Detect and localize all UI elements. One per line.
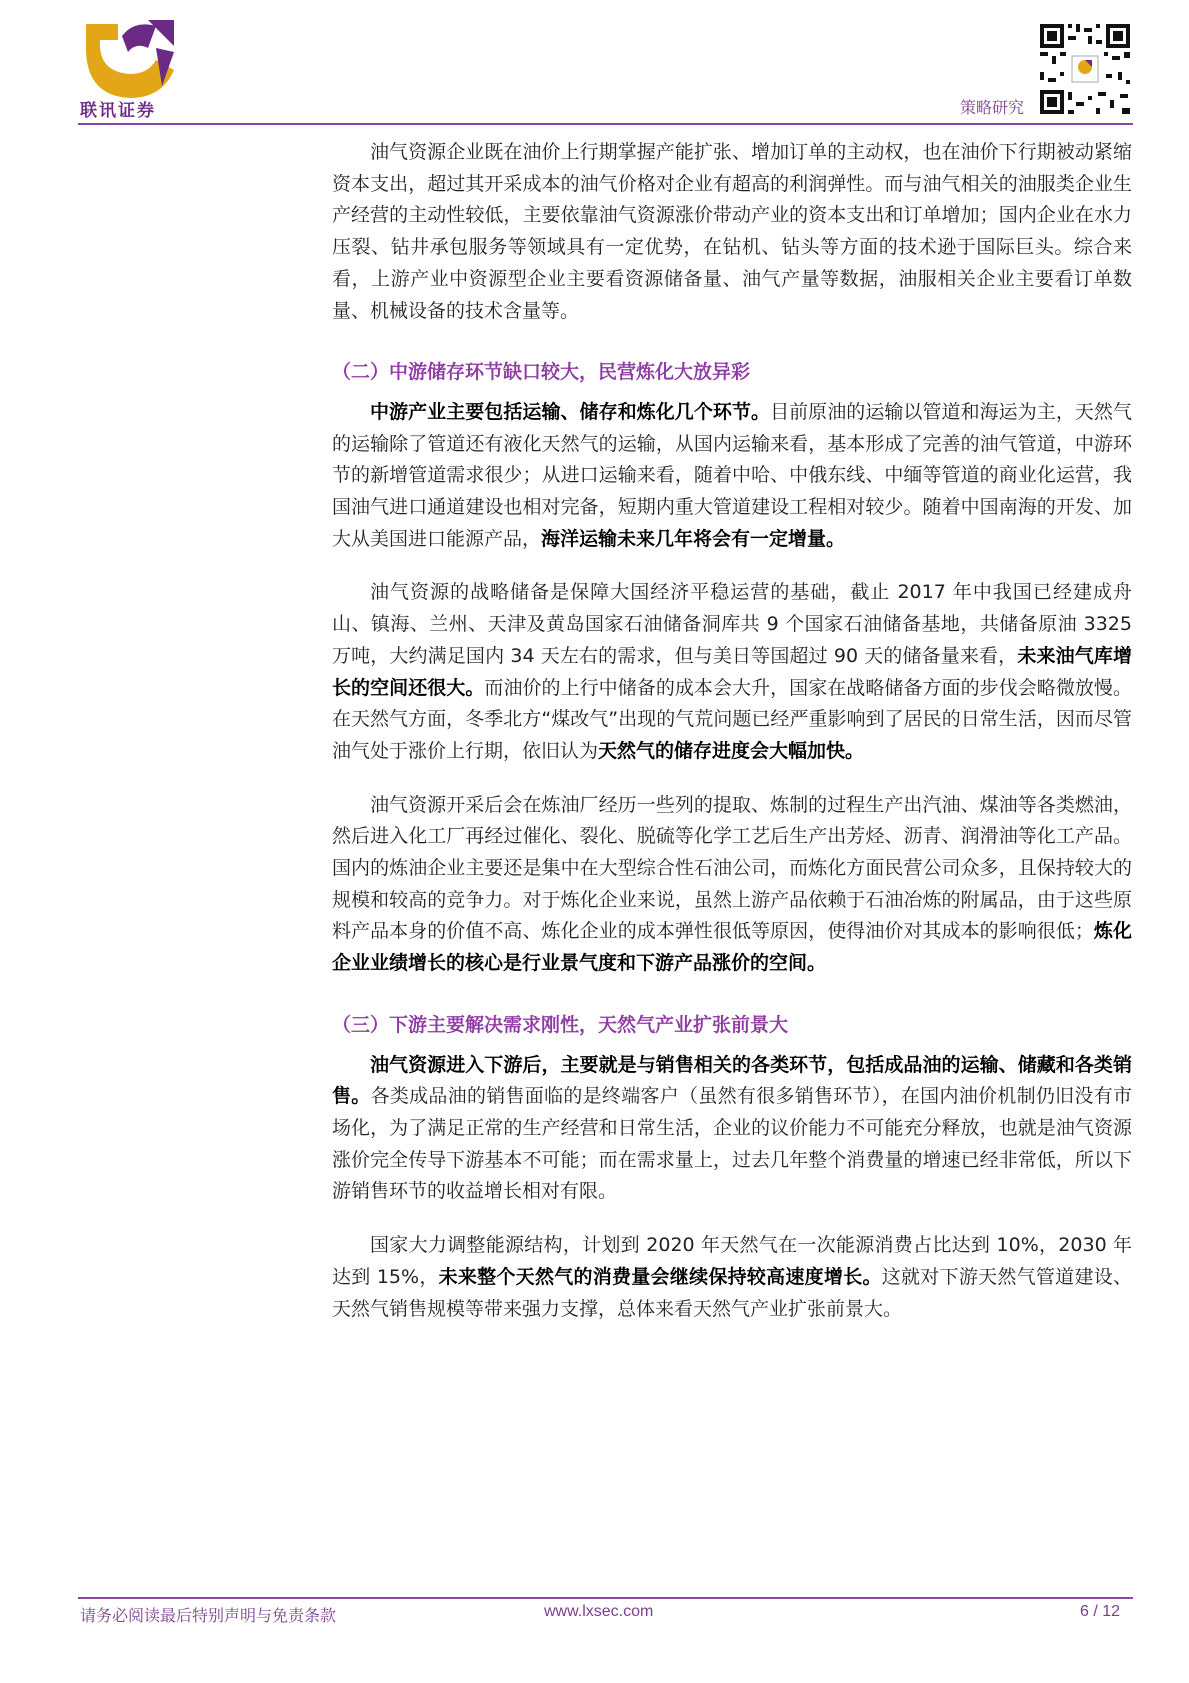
header-divider <box>78 123 1133 125</box>
section-heading-midstream: （二）中游储存环节缺口较大，民营炼化大放异彩 <box>332 361 751 384</box>
footer-divider <box>78 1597 1133 1599</box>
brand-name: 联讯证券 <box>80 101 156 121</box>
footer-website-link[interactable]: www.lxsec.com <box>544 1603 654 1620</box>
qr-code-icon <box>1038 22 1132 116</box>
section-heading-downstream: （三）下游主要解决需求刚性，天然气产业扩张前景大 <box>332 1013 789 1036</box>
footer-disclaimer: 请务必阅读最后特别声明与免责条款 <box>80 1606 337 1625</box>
page-number: 6 / 12 <box>1080 1603 1121 1620</box>
report-body <box>332 137 1132 1325</box>
paragraph-strategic-reserve: 油气资源的战略储备是保障大国经济平稳运营的基础，截止 2017 年中我国已经建成舟山、镇海、兰州、天津及黄岛国家石油储备洞库共 9 个国家石油储备基地，共储备原油 3325 万吨，大约满足国内 34 天左右的需求，但与美日等国超过 90 天的储备量来看，未来油气库增长的空间还很大。而油价的上行中储备的成本会大升，国家在战略储备方面的步伐会略微放慢。在天然气方面，冬季北方“煤改气”出现的气荒问题已经严重影响到了居民的日常生活，因而尽管油气处于涨价上行期，依旧认为天然气的储存进度会大幅加快。 <box>332 581 1132 762</box>
paragraph-upstream-summary: 油气资源企业既在油价上行期掌握产能扩张、增加订单的主动权，也在油价下行期被动紧缩资本支出，超过其开采成本的油气价格对企业有超高的利润弹性。而与油气相关的油服类企业生产经营的主动性较低，主要依靠油气资源涨价带动产业的资本支出和订单增加；国内企业在水力压裂、钻井承包服务等领域具有一定优势，在钻机、钻头等方面的技术逊于国际巨头。综合来看，上游产业中资源型企业主要看资源储备量、油气产量等数据，油服相关企业主要看订单数量、机械设备的技术含量等。 <box>332 141 1132 322</box>
paragraph-natural-gas-outlook: 国家大力调整能源结构，计划到 2020 年天然气在一次能源消费占比达到 10%，2030 年达到 15%，未来整个天然气的消费量会继续保持较高速度增长。这就对下游天然气管道建设、天然气销售规模等带来强力支撑，总体来看天然气产业扩张前景大。 <box>332 1234 1132 1320</box>
paragraph-refining: 油气资源开采后会在炼油厂经历一些列的提取、炼制的过程生产出汽油、煤油等各类燃油，然后进入化工厂再经过催化、裂化、脱硫等化学工艺后生产出芳烃、沥青、润滑油等化工产品。国内的炼油企业主要还是集中在大型综合性石油公司，而炼化方面民营公司众多，且保持较大的规模和较高的竞争力。对于炼化企业来说，虽然上游产品依赖于石油冶炼的附属品，由于这些原料产品本身的价值不高、炼化企业的成本弹性很低等原因，使得油价对其成本的影响很低；炼化企业业绩增长的核心是行业景气度和下游产品涨价的空间。 <box>332 793 1132 975</box>
paragraph-midstream-transport: 中游产业主要包括运输、储存和炼化几个环节。目前原油的运输以管道和海运为主，天然气的运输除了管道还有液化天然气的运输，从国内运输来看，基本形成了完善的油气管道，中游环节的新增管道需求很少；从进口运输来看，随着中哈、中俄东线、中缅等管道的商业化运营，我国油气进口通道建设也相对完备，短期内重大管道建设工程相对较少。随着中国南海的开发、加大从美国进口能源产品，海洋运输未来几年将会有一定增量。 <box>332 400 1132 550</box>
section-tag: 策略研究 <box>960 98 1025 117</box>
paragraph-downstream-sales: 油气资源进入下游后，主要就是与销售相关的各类环节，包括成品油的运输、储藏和各类销售。各类成品油的销售面临的是终端客户（虽然有很多销售环节），在国内油价机制仍旧没有市场化，为了满足正常的生产经营和日常生活，企业的议价能力不可能充分释放，也就是油气资源涨价完全传导下游基本不可能；而在需求量上，过去几年整个消费量的增速已经非常低，所以下游销售环节的收益增长相对有限。 <box>332 1053 1132 1203</box>
